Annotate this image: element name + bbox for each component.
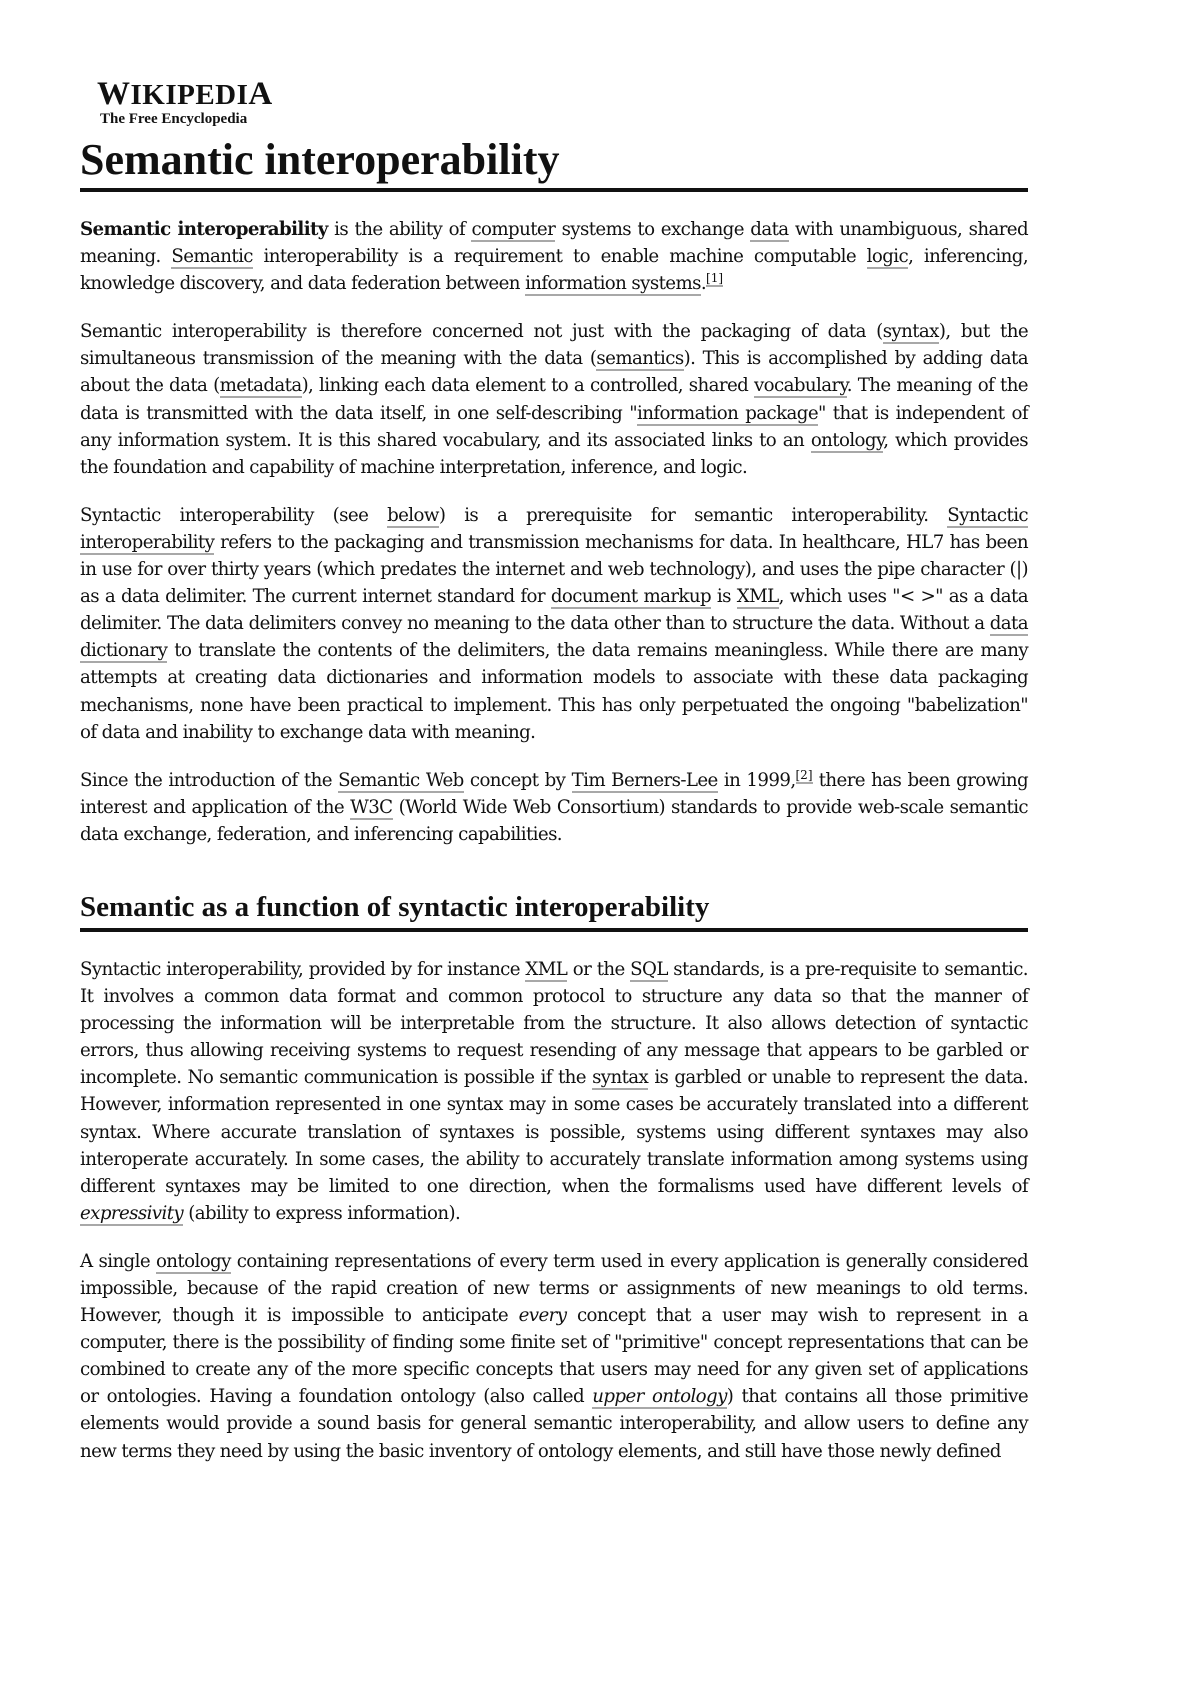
citation-link-2[interactable]: [2] <box>795 767 813 782</box>
link-syntactic-interoperability[interactable]: Syntactic interoperability <box>80 504 1028 553</box>
link-metadata[interactable]: metadata <box>219 375 302 397</box>
link-document-markup[interactable]: document markup <box>550 586 712 608</box>
link-xml[interactable]: XML <box>525 958 568 980</box>
link-vocabulary[interactable]: vocabulary <box>753 375 847 397</box>
link-sql[interactable]: SQL <box>630 958 668 980</box>
link-computer[interactable]: computer <box>471 219 556 240</box>
wikipedia-tagline: The Free Encyclopedia <box>100 111 248 127</box>
link-ontology[interactable]: ontology <box>155 1250 231 1272</box>
link-w3c[interactable]: W3C <box>350 796 393 818</box>
link-syntax[interactable]: syntax <box>592 1067 649 1089</box>
intro-paragraph-3: Syntactic interoperability (see below) is a prerequisite for semantic interoperability. Syntactic interoperability refers to the packaging and transmission mechanisms for data. In healthcare, HL7 has been in use for over thirty years (which predates the internet and web technology), and uses the pipe character (|) as a data delimiter. The current internet standard for document markup is XML, which uses "< >" as a data delimiter. The data delimiters convey no meaning to the data other than to structure the data. Without a data dictionary to translate the contents of the delimiters, the data remains meaningless. While there are many attempts at creating data dictionaries and information models to associate with these data packaging mechanisms, none have been practical to implement. This has only perpetuated the ongoing "babelization" of data and inability to exchange data with meaning. <box>80 504 1028 743</box>
link-upper-ontology[interactable]: upper ontology <box>592 1386 727 1408</box>
link-data[interactable]: data <box>750 219 789 240</box>
link-syntax[interactable]: syntax <box>882 321 939 343</box>
link-xml[interactable]: XML <box>736 586 779 608</box>
link-below[interactable]: below <box>387 504 439 526</box>
wikipedia-logo[interactable] <box>97 78 1028 134</box>
link-semantic[interactable]: Semantic <box>171 246 253 268</box>
article-page <box>80 78 1028 1465</box>
citation-2 <box>796 768 813 784</box>
section-paragraph-1: Syntactic interoperability, provided by for instance XML or the SQL standards, is a pre-requisite to semantic. It involves a common data format and common protocol to structure any data so that the manner of processing the information will be interpretable from the structure. It also allows detection of syntactic errors, thus allowing receiving systems to request resending of any message that appears to be garbled or incomplete. No semantic communication is possible if the syntax is garbled or unable to represent the data. However, information represented in one syntax may in some cases be accurately translated into a different syntax. Where accurate translation of syntaxes is possible, systems using different syntaxes may also interoperate accurately. In some cases, the ability to accurately translate information among systems using different syntaxes may be limited to one direction, when the formalisms used have different levels of expressivity (ability to express information). <box>80 958 1028 1224</box>
section-heading: Semantic as a function of syntactic interoperability <box>80 888 1028 932</box>
link-semantics[interactable]: semantics <box>596 348 684 370</box>
intro-paragraph-2: Semantic interoperability is therefore concerned not just with the packaging of data (syntax), but the simultaneous transmission of the meaning with the data (semantics). This is accomplished by adding data about the data (metadata), linking each data element to a controlled, shared vocabulary. The meaning of the data is transmitted with the data itself, in one self-describing "information package" that is independent of any information system. It is this shared vocabulary, and its associated links to an ontology, which provides the foundation and capability of machine interpretation, inference, and logic. <box>80 321 1029 478</box>
link-information-package[interactable]: information package <box>637 402 818 424</box>
emphasis-every: every <box>518 1305 567 1327</box>
bold-term: Semantic interoperability <box>80 219 328 240</box>
link-logic[interactable]: logic <box>866 246 909 268</box>
intro-paragraph-4: Since the introduction of the Semantic Web concept by Tim Berners-Lee in 1999,[2] there has been growing interest and application of the W3C (World Wide Web Consortium) standards to provide web-scale semantic data exchange, federation, and inferencing capabilities. <box>80 767 1029 845</box>
link-tim-berners-lee[interactable]: Tim Berners-Lee <box>571 769 718 791</box>
link-ontology[interactable]: ontology <box>810 429 884 451</box>
wikipedia-wordmark: WIKIPEDIA <box>97 76 273 112</box>
citation-1 <box>706 271 723 287</box>
link-semantic-web[interactable]: Semantic Web <box>338 769 464 791</box>
citation-link-1[interactable]: [1] <box>706 271 724 286</box>
link-data-dictionary[interactable]: data dictionary <box>80 613 1028 662</box>
section-paragraph-2: A single ontology containing representations of every term used in every application is generally considered impossible, because of the rapid creation of new terms or assignments of new meanings to old terms. However, though it is impossible to anticipate every concept that a user may wish to represent in a computer, there is the possibility of finding some finite set of "primitive" concept representations that can be combined to create any of the more specific concepts that users may need for any given set of applications or ontologies. Having a foundation ontology (also called upper ontology) that contains all those primitive elements would provide a sound basis for general semantic interoperability, and allow users to define any new terms they need by using the basic inventory of ontology elements, and still have those newly defined <box>80 1250 1029 1462</box>
page-title: Semantic interoperability <box>80 134 1028 192</box>
intro-paragraph-1: Semantic interoperability is the ability of computer systems to exchange data with unambiguous, shared meaning. Semantic interoperability is a requirement to enable machine computable logic, inferencing, knowledge discovery, and data federation between information systems.[1] <box>80 219 1029 295</box>
link-expressivity[interactable]: expressivity <box>80 1202 184 1224</box>
link-information-systems[interactable]: information systems <box>525 273 701 295</box>
